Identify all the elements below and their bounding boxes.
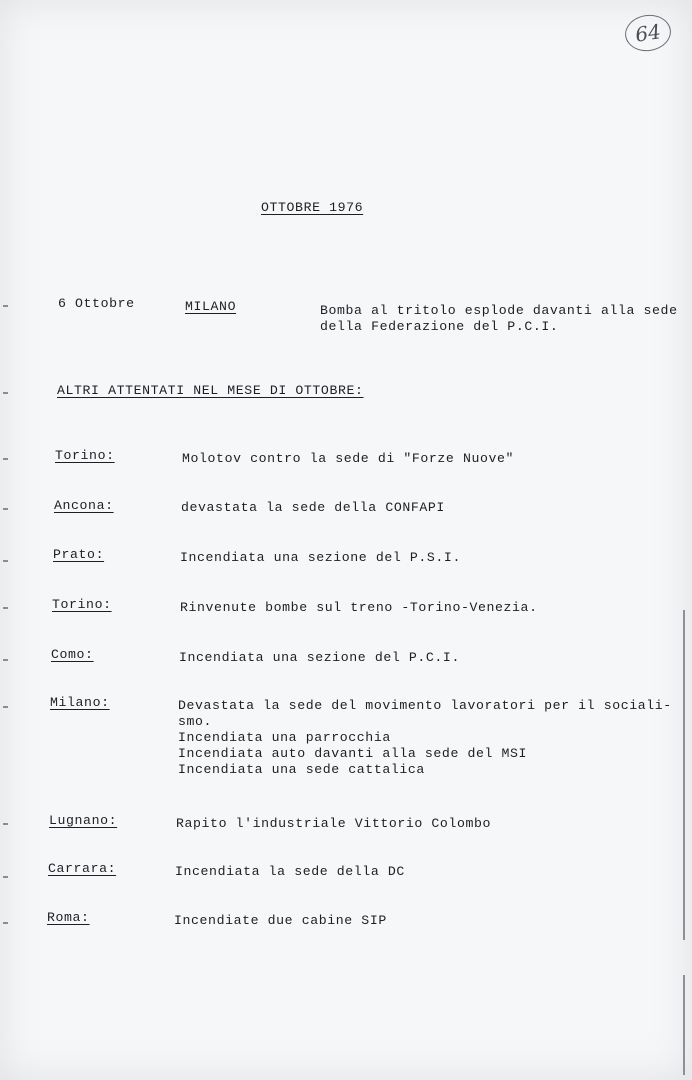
margin-mark: [3, 458, 8, 460]
section-heading: ALTRI ATTENTATI NEL MESE DI OTTOBRE:: [57, 383, 364, 398]
attack-line: smo.: [178, 714, 213, 729]
main-event-line: della Federazione del P.C.I.: [320, 319, 559, 334]
attack-description: [181, 500, 445, 516]
margin-mark: [3, 560, 8, 562]
attack-description: [174, 913, 387, 929]
attack-line: devastata la sede della CONFAPI: [181, 500, 445, 515]
attack-city: Torino:: [55, 448, 115, 463]
main-event-description: [320, 303, 678, 335]
main-event-line: Bomba al tritolo esplode davanti alla sede: [320, 303, 678, 318]
attack-line: Rapito l'industriale Vittorio Colombo: [176, 816, 492, 831]
attack-description: [176, 816, 491, 832]
attack-description: [178, 698, 672, 778]
attack-description: [175, 864, 405, 880]
margin-mark: [3, 607, 8, 609]
margin-mark: [3, 305, 8, 307]
attack-line: Incendiate due cabine SIP: [174, 913, 387, 928]
attack-city: Lugnano:: [49, 813, 118, 828]
attack-description: [180, 600, 538, 616]
margin-mark: [3, 922, 8, 924]
scan-edge-line: [683, 610, 685, 940]
attack-city: Como:: [51, 647, 94, 662]
margin-mark: [3, 508, 8, 510]
main-event-city: MILANO: [185, 299, 237, 314]
page-number: 64: [633, 19, 663, 47]
attack-line: Incendiata una sede cattalica: [178, 762, 425, 777]
attack-line: Rinvenute bombe sul treno -Torino-Venezia.: [180, 600, 538, 615]
attack-city: Roma:: [47, 910, 90, 925]
margin-mark: [3, 659, 8, 661]
attack-description: [179, 650, 460, 666]
margin-mark: [3, 392, 8, 394]
attack-city: Torino:: [52, 597, 112, 612]
attack-description: [182, 451, 514, 467]
scan-edge-line: [683, 975, 685, 1075]
attack-description: [180, 550, 461, 566]
attack-city: Ancona:: [54, 498, 114, 513]
attack-line: Incendiata una parrocchia: [178, 730, 391, 745]
attack-line: Devastata la sede del movimento lavoratori per il sociali-: [178, 698, 672, 713]
main-event-date: 6 Ottobre: [58, 296, 135, 311]
page-number-stamp: [623, 12, 674, 54]
attack-city: Carrara:: [48, 861, 117, 876]
attack-city: Milano:: [50, 695, 110, 710]
margin-mark: [3, 876, 8, 878]
page-title: OTTOBRE 1976: [261, 200, 364, 215]
attack-line: Molotov contro la sede di "Forze Nuove": [182, 451, 515, 466]
attack-line: Incendiata una sezione del P.S.I.: [180, 550, 461, 565]
margin-mark: [3, 706, 8, 708]
attack-line: Incendiata auto davanti alla sede del MSI: [178, 746, 528, 761]
margin-mark: [3, 823, 8, 825]
attack-city: Prato:: [53, 547, 105, 562]
attack-line: Incendiata una sezione del P.C.I.: [179, 650, 460, 665]
attack-line: Incendiata la sede della DC: [175, 864, 405, 879]
